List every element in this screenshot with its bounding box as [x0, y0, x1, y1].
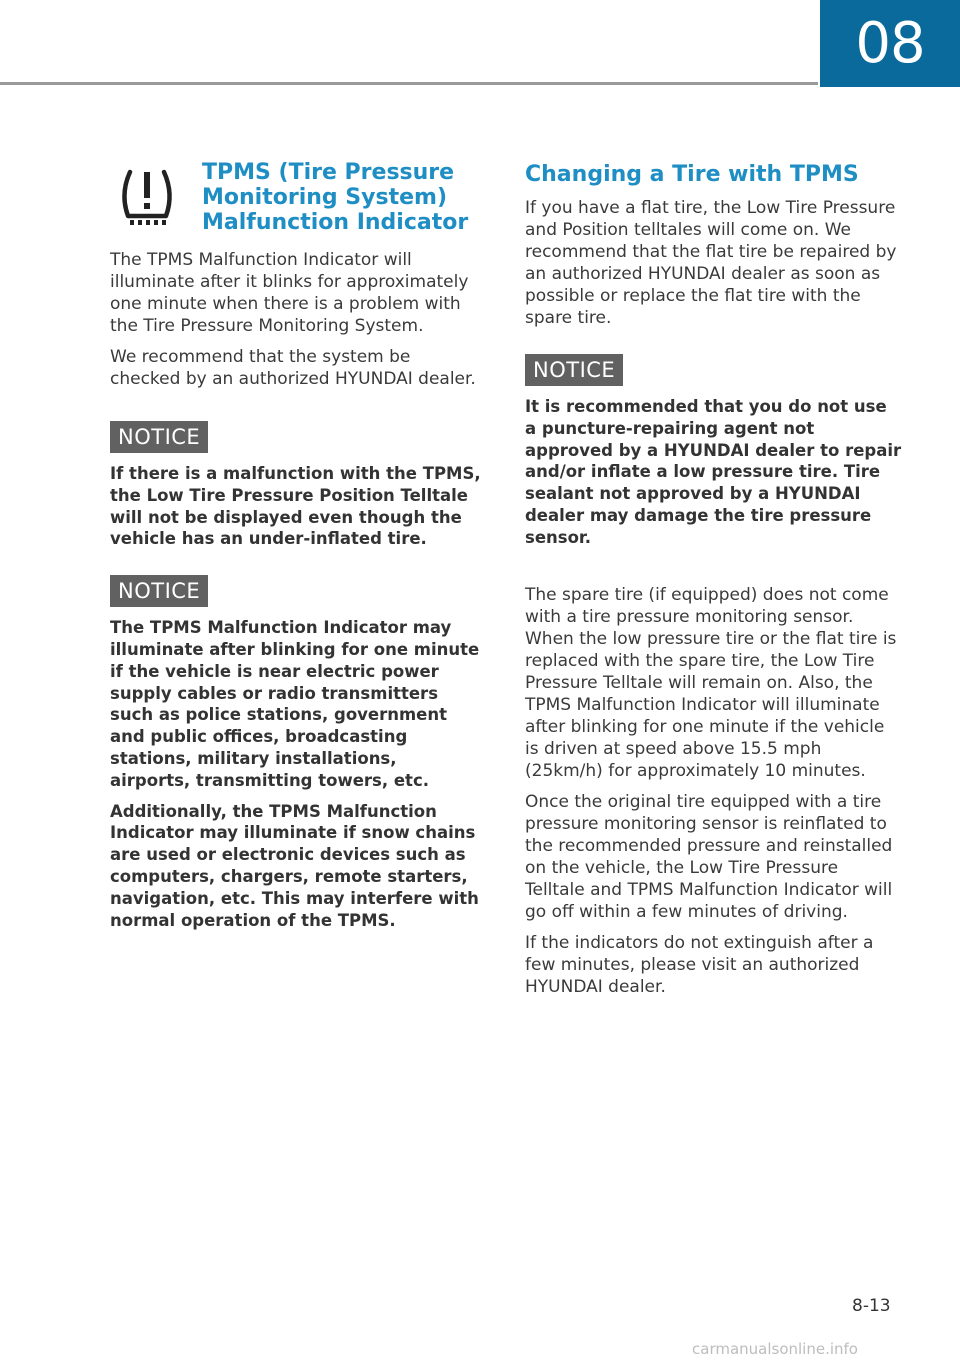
title-line: Malfunction Indicator	[202, 210, 469, 235]
chapter-tab: 08	[820, 0, 960, 87]
notice-text: If there is a malfunction with the TPMS, the Low Tire Pressure Position Telltale will not be displayed even though the vehicle has an under-inflated tire.	[110, 464, 481, 549]
section-heading-tpms-malfunction	[110, 160, 482, 235]
notice-label: NOTICE	[110, 421, 208, 453]
notice-text: It is recommended that you do not use a puncture-repairing agent not approved by a HYUNDAI dealer to repair and/or inflate a low pressure tire. Tire sealant not approved by a HYUNDAI dealer may damage the tire pressure sensor.	[525, 397, 902, 547]
section-title-changing-tire: Changing a Tire with TPMS	[525, 162, 859, 187]
left-column	[110, 160, 482, 940]
notice-label: NOTICE	[525, 354, 623, 386]
section-title-tpms-malfunction	[202, 160, 468, 235]
title-line: TPMS (Tire Pressure	[202, 160, 455, 185]
notice-text: The TPMS Malfunction Indicator may illuminate after blinking for one minute if the vehicle is near electric power supply cables or radio transmitters such as police stations, government and public offices, broadcasting stations, military installations, airports, transmitting towers, etc.	[110, 618, 480, 790]
title-line: Monitoring System)	[202, 185, 447, 210]
watermark: carmanualsonline.info	[692, 1340, 858, 1358]
paragraph: If you have a flat tire, the Low Tire Pressure and Position telltales will come on. We recommend that the flat tire be repaired by an authorized HYUNDAI dealer as soon as possible or replace the flat tire with the spare tire.	[525, 198, 897, 328]
tpms-warning-icon	[116, 166, 178, 228]
notice-label: NOTICE	[110, 575, 208, 607]
page-number: 8-13	[852, 1296, 891, 1316]
right-column	[525, 160, 903, 1007]
paragraph: The TPMS Malfunction Indicator will illuminate after it blinks for approximately one minute when there is a problem with the Tire Pressure Monitoring System.	[110, 250, 469, 336]
paragraph: The spare tire (if equipped) does not come with a tire pressure monitoring sensor. When the low pressure tire or the flat tire is replaced with the spare tire, the Low Tire Pressure Telltale will remain on. Also, the TPMS Malfunction Indicator will illuminate after blinking for one minute if the vehicle is driven at speed above 15.5 mph (25km/h) for approximately 10 minutes.	[525, 584, 897, 781]
notice-text: Additionally, the TPMS Malfunction Indicator may illuminate if snow chains are used or electronic devices such as computers, chargers, remote starters, navigation, etc. This may interfere with normal operation of the TPMS.	[110, 801, 479, 930]
paragraph: Once the original tire equipped with a tire pressure monitoring sensor is reinflated to the recommended pressure and reinstalled on the vehicle, the Low Tire Pressure Telltale and TPMS Malfunction Indicator will go off within a few minutes of driving.	[525, 791, 893, 922]
header-rule	[0, 82, 818, 85]
paragraph: We recommend that the system be checked by an authorized HYUNDAI dealer.	[110, 347, 476, 389]
paragraph: If the indicators do not extinguish after a few minutes, please visit an authorized HYUNDAI dealer.	[525, 932, 874, 997]
